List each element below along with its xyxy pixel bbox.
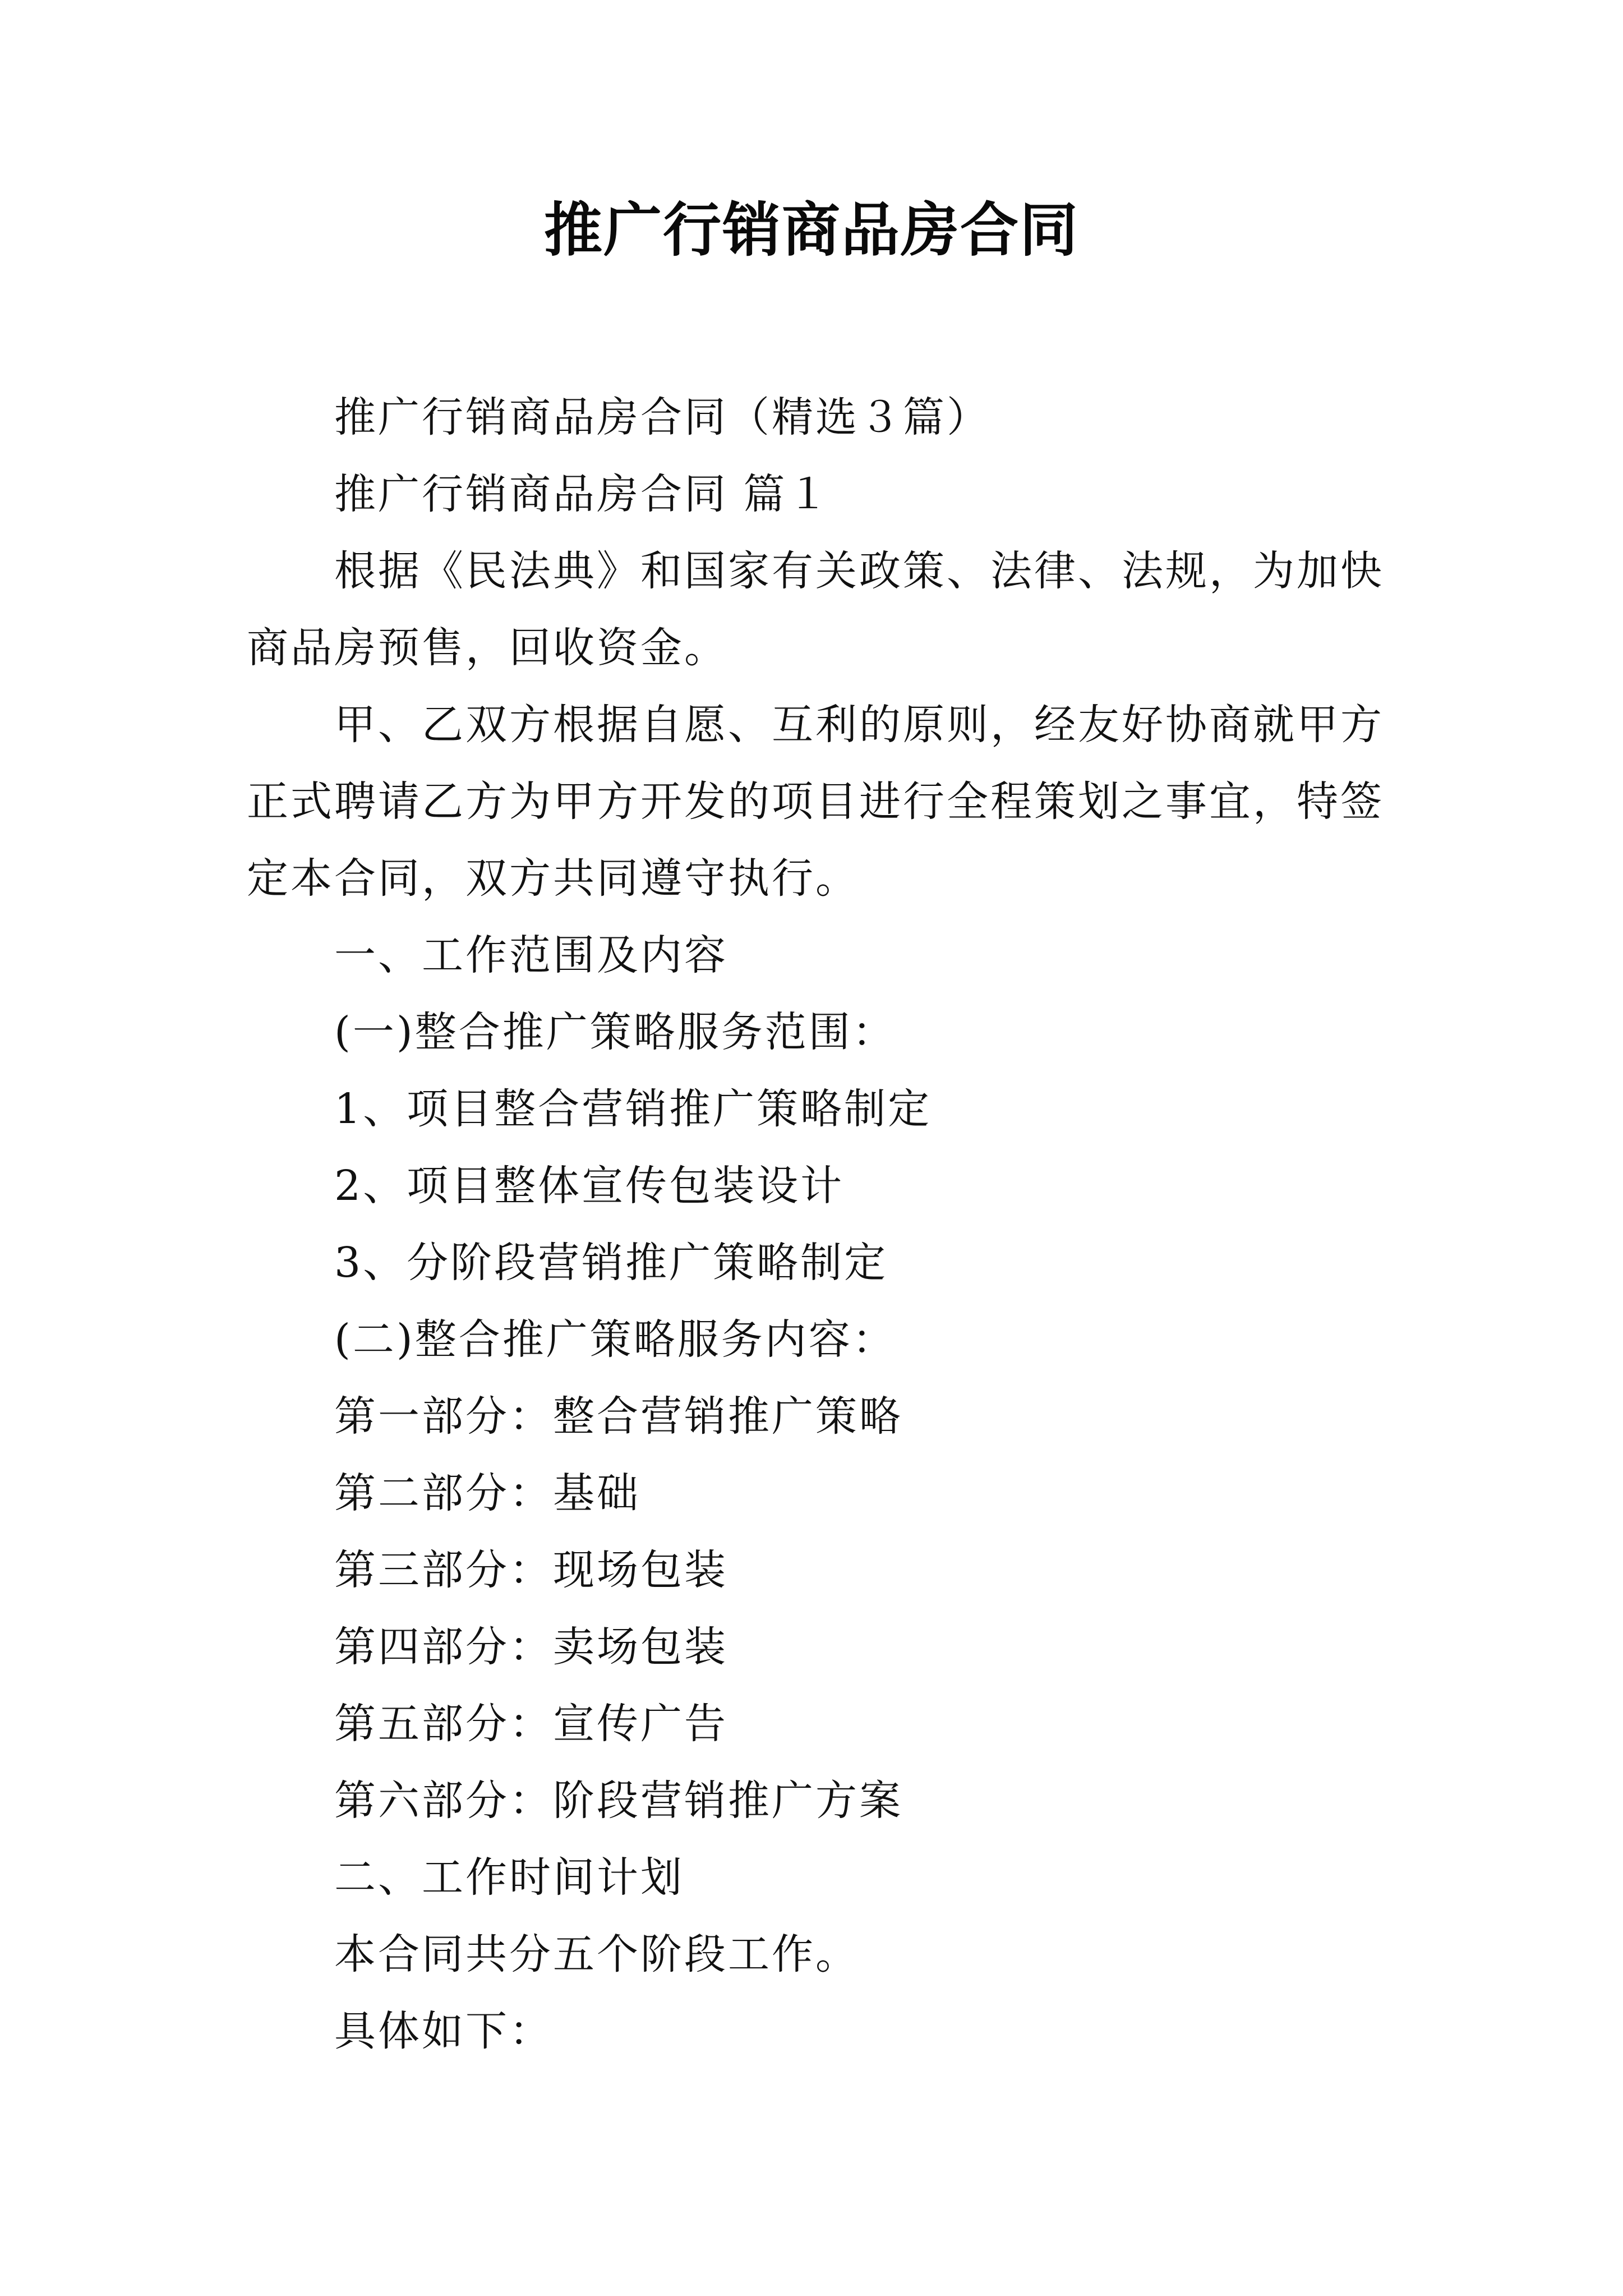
paragraph: 具体如下： [334, 2007, 553, 2055]
paragraph: 本合同共分五个阶段工作。 [334, 1930, 859, 1978]
paragraph: 推广行销商品房合同 篇１ [334, 470, 831, 518]
paragraph: 3、分阶段营销推广策略制定 [334, 1239, 888, 1287]
paragraph: 甲、乙双方根据自愿、互利的原则，经友好协商就甲方正式聘请乙方为甲方开发的项目进行全程策划之事宜，特签定本合同，双方共同遵守执行。 [247, 701, 1384, 903]
paragraph: 第二部分：基础 [334, 1469, 640, 1517]
paragraph: (一)整合推广策略服务范围： [334, 1008, 896, 1056]
paragraph: 根据《民法典》和国家有关政策、法律、法规，为加快商品房预售，回收资金。 [247, 547, 1384, 672]
paragraph: 第四部分：卖场包装 [334, 1623, 728, 1671]
paragraph: 第三部分：现场包装 [334, 1546, 728, 1594]
paragraph: 1、项目整合营销推广策略制定 [334, 1085, 932, 1133]
paragraph: 推广行销商品房合同（精选３篇） [334, 393, 990, 441]
paragraph: 第五部分：宣传广告 [334, 1700, 728, 1748]
paragraph: 第六部分：阶段营销推广方案 [334, 1777, 903, 1825]
paragraph: 二、工作时间计划 [334, 1853, 684, 1902]
document-body [247, 379, 1385, 2070]
document-title: 推广行销商品房合同 [543, 196, 1079, 264]
paragraph: 2、项目整体宣传包装设计 [334, 1162, 845, 1210]
paragraph: (二)整合推广策略服务内容： [334, 1315, 896, 1364]
paragraph: 一、工作范围及内容 [334, 931, 728, 979]
paragraph: 第一部分：整合营销推广策略 [334, 1392, 903, 1441]
